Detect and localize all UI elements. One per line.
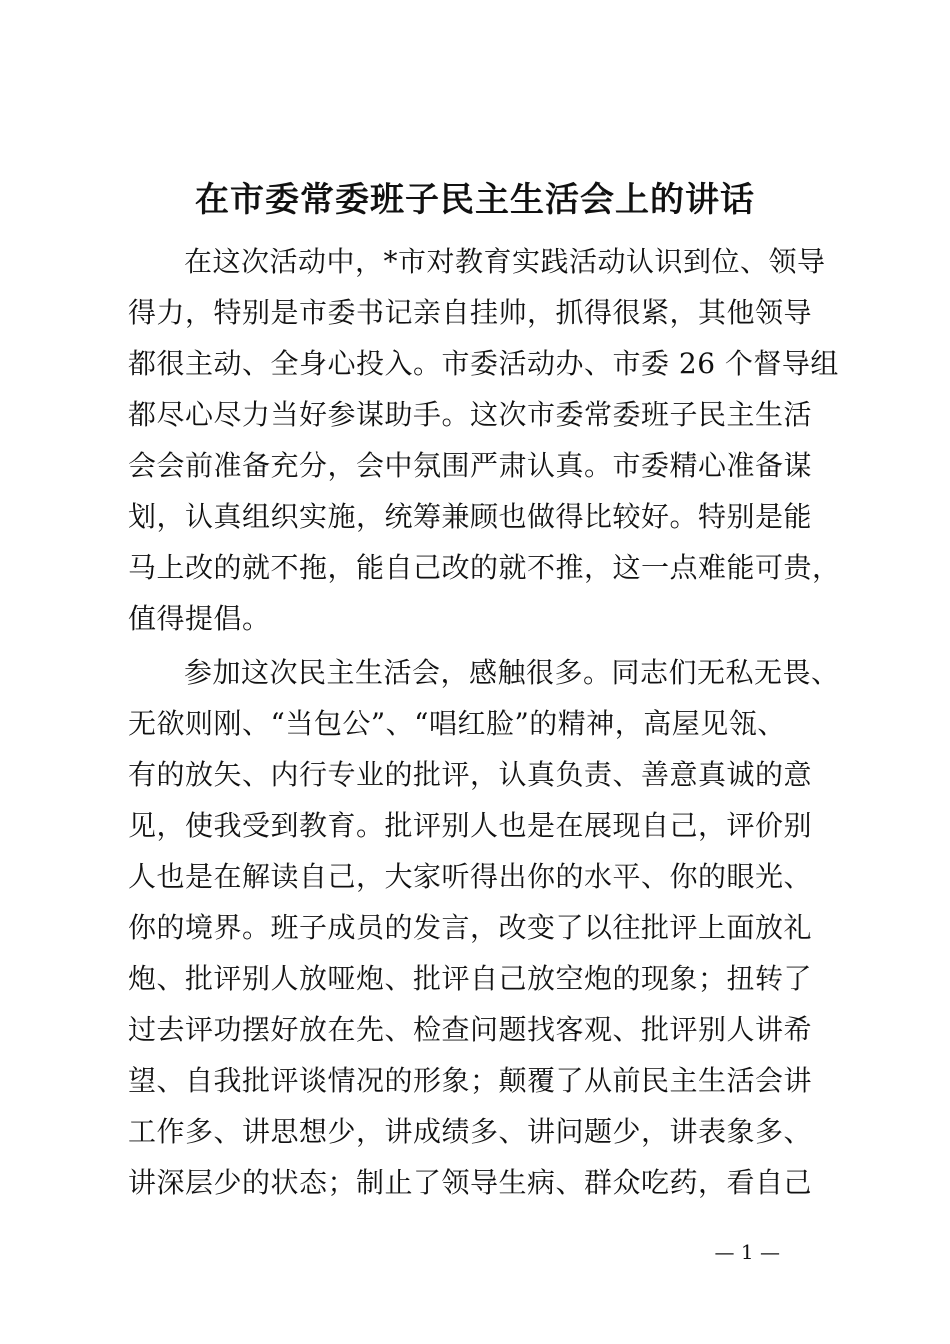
paragraph-line: 炮、批评别人放哑炮、批评自己放空炮的现象；扭转了: [128, 962, 813, 995]
paragraph-line: 在这次活动中，*市对教育实践活动认识到位、领导: [184, 245, 826, 278]
paragraph-line: 有的放矢、内行专业的批评，认真负责、善意真诚的意: [128, 758, 813, 791]
paragraph-line: 都很主动、全身心投入。市委活动办、市委 26 个督导组: [128, 347, 839, 380]
document-body: [128, 236, 868, 1208]
paragraph-line: 马上改的就不拖，能自己改的就不推，这一点难能可贵，: [128, 551, 841, 584]
paragraph-line: 得力，特别是市委书记亲自挂帅，抓得很紧，其他领导: [128, 296, 813, 329]
paragraph-line: 望、自我批评谈情况的形象；颠覆了从前民主生活会讲: [128, 1064, 813, 1097]
page-number: — 1 —: [714, 1240, 780, 1264]
paragraph-line: 值得提倡。: [128, 602, 271, 635]
paragraph-line: 你的境界。班子成员的发言，改变了以往批评上面放礼: [128, 911, 813, 944]
paragraph-line: 划，认真组织实施，统筹兼顾也做得比较好。特别是能: [128, 500, 813, 533]
paragraph-line: 讲深层少的状态；制止了领导生病、群众吃药，看自己: [128, 1166, 813, 1199]
paragraph-line: 参加这次民主生活会，感触很多。同志们无私无畏、: [184, 656, 840, 689]
paragraph-line: 见，使我受到教育。批评别人也是在展现自己，评价别: [128, 809, 813, 842]
paragraph-2: [128, 647, 868, 1208]
paragraph-line: 人也是在解读自己，大家听得出你的水平、你的眼光、: [128, 860, 813, 893]
paragraph-line: 无欲则刚、“当包公”、“唱红脸”的精神，高屋见瓴、: [128, 707, 786, 740]
document-title: 在市委常委班子民主生活会上的讲话: [195, 180, 755, 220]
paragraph-1: [128, 236, 868, 644]
paragraph-line: 都尽心尽力当好参谋助手。这次市委常委班子民主生活: [128, 398, 813, 431]
paragraph-line: 会会前准备充分，会中氛围严肃认真。市委精心准备谋: [128, 449, 813, 482]
page-number-footer: [0, 1238, 950, 1266]
paragraph-line: 过去评功摆好放在先、检查问题找客观、批评别人讲希: [128, 1013, 813, 1046]
paragraph-line: 工作多、讲思想少，讲成绩多、讲问题少，讲表象多、: [128, 1115, 813, 1148]
